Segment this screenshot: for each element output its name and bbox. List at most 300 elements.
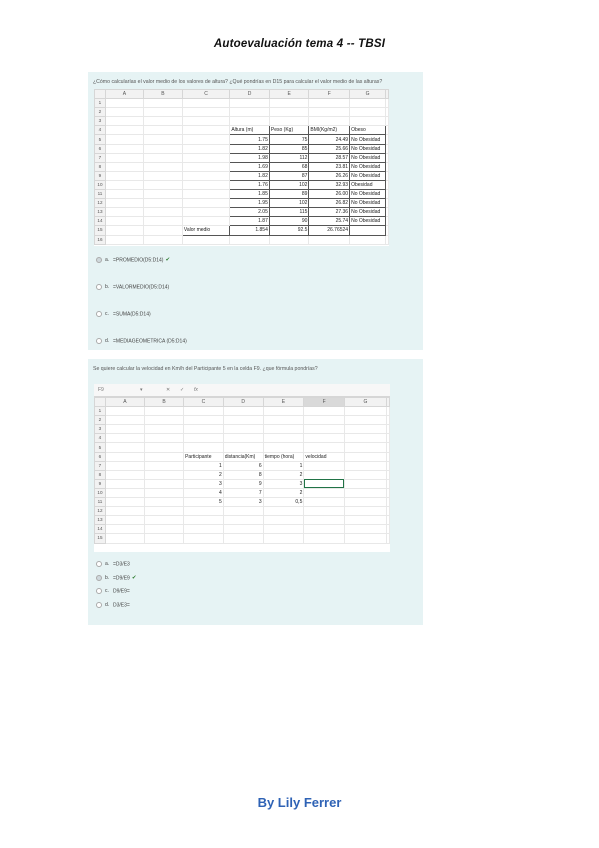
cell[interactable] xyxy=(105,416,144,425)
answer-option[interactable] xyxy=(96,575,136,581)
cell[interactable] xyxy=(105,461,144,470)
cell[interactable]: BMI(Kg/m2) xyxy=(309,126,350,135)
cell[interactable]: 26.82 xyxy=(309,199,350,208)
cell[interactable]: 6 xyxy=(223,461,263,470)
cell[interactable] xyxy=(387,470,390,479)
cell[interactable] xyxy=(304,516,345,525)
column-header[interactable]: E xyxy=(263,398,304,407)
cell[interactable] xyxy=(344,488,386,497)
cell[interactable]: Obeso xyxy=(350,126,386,135)
cell[interactable] xyxy=(223,507,263,516)
cell[interactable] xyxy=(344,516,386,525)
cell[interactable] xyxy=(105,452,144,461)
column-header[interactable]: A xyxy=(105,90,143,99)
cell[interactable]: 1 xyxy=(184,461,224,470)
row-number[interactable]: 3 xyxy=(95,425,106,434)
cell[interactable]: 2.05 xyxy=(230,208,270,217)
select-all-corner[interactable] xyxy=(95,90,106,99)
cell[interactable] xyxy=(105,217,143,226)
cell[interactable] xyxy=(145,525,184,534)
cell[interactable] xyxy=(143,235,182,244)
cell[interactable]: 27.36 xyxy=(309,208,350,217)
cell[interactable] xyxy=(182,162,229,171)
row-number[interactable]: 6 xyxy=(95,144,106,153)
cell[interactable] xyxy=(105,498,144,507)
cell[interactable] xyxy=(350,108,386,117)
answer-option[interactable] xyxy=(96,561,132,567)
cell[interactable] xyxy=(182,144,229,153)
cell[interactable]: 112 xyxy=(269,153,309,162)
cell[interactable] xyxy=(387,479,390,488)
cell[interactable] xyxy=(304,434,345,443)
cell[interactable]: 2 xyxy=(263,470,304,479)
radio-button[interactable] xyxy=(96,338,102,344)
cell[interactable] xyxy=(145,479,184,488)
cell[interactable] xyxy=(105,235,143,244)
cell[interactable] xyxy=(386,235,389,244)
column-header[interactable]: A xyxy=(105,398,144,407)
cell[interactable] xyxy=(387,416,390,425)
cell[interactable] xyxy=(344,498,386,507)
cell[interactable] xyxy=(182,99,229,108)
cell[interactable] xyxy=(223,416,263,425)
cell[interactable] xyxy=(350,117,386,126)
cell[interactable] xyxy=(344,534,386,543)
cell[interactable] xyxy=(344,434,386,443)
cell[interactable]: 2 xyxy=(184,470,224,479)
cell[interactable] xyxy=(304,461,345,470)
cell[interactable] xyxy=(304,407,345,416)
cell[interactable]: 1.82 xyxy=(230,144,270,153)
cell[interactable] xyxy=(105,144,143,153)
cell[interactable]: 3 xyxy=(263,479,304,488)
cell[interactable]: Obesidad xyxy=(350,180,386,189)
cell[interactable] xyxy=(145,452,184,461)
cell[interactable]: 1.95 xyxy=(230,199,270,208)
column-header[interactable]: G xyxy=(344,398,386,407)
cell[interactable] xyxy=(223,516,263,525)
cell[interactable] xyxy=(145,470,184,479)
column-header[interactable]: B xyxy=(145,398,184,407)
cell[interactable]: velocidad xyxy=(304,452,345,461)
cell[interactable] xyxy=(182,153,229,162)
cell[interactable]: Peso (Kg) xyxy=(269,126,309,135)
cell[interactable] xyxy=(143,226,182,235)
cell[interactable] xyxy=(263,516,304,525)
row-number[interactable]: 12 xyxy=(95,507,106,516)
cell[interactable]: 1.82 xyxy=(230,171,270,180)
select-all-corner[interactable] xyxy=(95,398,106,407)
cell[interactable]: 26.76524 xyxy=(309,226,350,235)
cell[interactable] xyxy=(304,470,345,479)
cell[interactable] xyxy=(387,434,390,443)
column-header[interactable]: D xyxy=(223,398,263,407)
row-number[interactable]: 12 xyxy=(95,199,106,208)
cell[interactable]: 87 xyxy=(269,171,309,180)
column-header[interactable]: F xyxy=(309,90,350,99)
cell[interactable] xyxy=(263,416,304,425)
cell[interactable] xyxy=(143,144,182,153)
cell[interactable]: 3 xyxy=(184,479,224,488)
cell[interactable] xyxy=(145,516,184,525)
cell[interactable] xyxy=(309,108,350,117)
cell[interactable] xyxy=(143,117,182,126)
cell[interactable] xyxy=(145,425,184,434)
cell[interactable] xyxy=(145,407,184,416)
cell[interactable] xyxy=(386,199,389,208)
cell[interactable] xyxy=(105,525,144,534)
cell[interactable]: 102 xyxy=(269,199,309,208)
cell[interactable] xyxy=(143,180,182,189)
radio-button[interactable] xyxy=(96,311,102,317)
row-number[interactable]: 2 xyxy=(95,108,106,117)
cell[interactable] xyxy=(350,99,386,108)
cell[interactable] xyxy=(145,488,184,497)
row-number[interactable]: 7 xyxy=(95,153,106,162)
column-header[interactable]: F xyxy=(304,398,345,407)
cell[interactable] xyxy=(386,180,389,189)
cell[interactable] xyxy=(386,117,389,126)
cell[interactable]: 92.5 xyxy=(269,226,309,235)
cell[interactable]: 1.75 xyxy=(230,135,270,144)
cell[interactable]: 32.93 xyxy=(309,180,350,189)
cell[interactable] xyxy=(304,488,345,497)
cell[interactable] xyxy=(387,488,390,497)
cell[interactable] xyxy=(344,479,386,488)
cell[interactable] xyxy=(386,162,389,171)
cell[interactable] xyxy=(105,407,144,416)
row-number[interactable]: 5 xyxy=(95,443,106,452)
cell[interactable] xyxy=(184,443,224,452)
cell[interactable] xyxy=(387,407,390,416)
cell[interactable] xyxy=(145,434,184,443)
row-number[interactable]: 5 xyxy=(95,135,106,144)
column-header[interactable]: C xyxy=(182,90,229,99)
cell[interactable] xyxy=(304,507,345,516)
cell[interactable] xyxy=(344,525,386,534)
cell[interactable] xyxy=(269,235,309,244)
cell[interactable] xyxy=(105,434,144,443)
cell[interactable] xyxy=(143,99,182,108)
cell[interactable] xyxy=(386,171,389,180)
cell[interactable]: 4 xyxy=(184,488,224,497)
cell[interactable]: 24.49 xyxy=(309,135,350,144)
row-number[interactable]: 8 xyxy=(95,470,106,479)
cell[interactable] xyxy=(387,507,390,516)
row-number[interactable]: 2 xyxy=(95,416,106,425)
cell[interactable] xyxy=(304,498,345,507)
cell[interactable] xyxy=(230,108,270,117)
cell[interactable] xyxy=(386,135,389,144)
cell[interactable] xyxy=(184,416,224,425)
cell[interactable]: 25.66 xyxy=(309,144,350,153)
cell[interactable] xyxy=(344,425,386,434)
name-box[interactable]: F9 xyxy=(98,387,104,393)
cell[interactable] xyxy=(263,407,304,416)
cell[interactable] xyxy=(263,534,304,543)
cell[interactable] xyxy=(143,199,182,208)
answer-option[interactable] xyxy=(96,311,153,317)
cell[interactable] xyxy=(182,108,229,117)
cell[interactable] xyxy=(304,425,345,434)
cell[interactable]: Altura (m) xyxy=(230,126,270,135)
cell[interactable] xyxy=(344,407,386,416)
cell[interactable] xyxy=(145,507,184,516)
cell[interactable] xyxy=(182,117,229,126)
cell[interactable] xyxy=(105,208,143,217)
cell[interactable]: 1.85 xyxy=(230,190,270,199)
cell[interactable] xyxy=(182,199,229,208)
cell[interactable]: 8 xyxy=(223,470,263,479)
cell[interactable] xyxy=(105,135,143,144)
cell[interactable] xyxy=(143,126,182,135)
row-number[interactable]: 1 xyxy=(95,99,106,108)
cell[interactable]: 68 xyxy=(269,162,309,171)
cell[interactable] xyxy=(182,190,229,199)
row-number[interactable]: 9 xyxy=(95,171,106,180)
cell[interactable] xyxy=(309,99,350,108)
radio-button[interactable] xyxy=(96,588,102,594)
cell[interactable] xyxy=(386,226,389,235)
column-header[interactable]: E xyxy=(269,90,309,99)
cell[interactable] xyxy=(143,153,182,162)
cell[interactable]: 90 xyxy=(269,217,309,226)
cell[interactable]: 9 xyxy=(223,479,263,488)
cell[interactable] xyxy=(105,108,143,117)
cell[interactable]: No Obesidad xyxy=(350,144,386,153)
row-number[interactable]: 7 xyxy=(95,461,106,470)
cell[interactable]: 75 xyxy=(269,135,309,144)
row-number[interactable]: 14 xyxy=(95,525,106,534)
cell[interactable] xyxy=(263,425,304,434)
row-number[interactable]: 10 xyxy=(95,180,106,189)
row-number[interactable]: 11 xyxy=(95,498,106,507)
cell[interactable] xyxy=(182,208,229,217)
cell[interactable] xyxy=(105,507,144,516)
function-icon[interactable]: fx xyxy=(194,387,198,393)
cell[interactable] xyxy=(304,416,345,425)
cell[interactable] xyxy=(344,461,386,470)
column-header[interactable] xyxy=(387,398,390,407)
cell[interactable] xyxy=(105,117,143,126)
cell[interactable] xyxy=(184,407,224,416)
cell[interactable] xyxy=(105,162,143,171)
cell[interactable] xyxy=(386,217,389,226)
cell[interactable] xyxy=(145,534,184,543)
row-number[interactable]: 15 xyxy=(95,534,106,543)
cell[interactable]: No Obesidad xyxy=(350,135,386,144)
cell[interactable] xyxy=(182,171,229,180)
cell[interactable]: 115 xyxy=(269,208,309,217)
cell[interactable]: Participante xyxy=(184,452,224,461)
cell[interactable] xyxy=(105,226,143,235)
row-number[interactable]: 3 xyxy=(95,117,106,126)
cell[interactable] xyxy=(184,434,224,443)
cell[interactable]: 1.69 xyxy=(230,162,270,171)
cell[interactable]: No Obesidad xyxy=(350,153,386,162)
cell[interactable] xyxy=(309,235,350,244)
row-number[interactable]: 6 xyxy=(95,452,106,461)
cell[interactable] xyxy=(184,507,224,516)
cell[interactable]: 2 xyxy=(263,488,304,497)
row-number[interactable]: 14 xyxy=(95,217,106,226)
cell[interactable]: No Obesidad xyxy=(350,162,386,171)
cell[interactable] xyxy=(386,144,389,153)
cell[interactable] xyxy=(387,534,390,543)
cell[interactable]: 0,5 xyxy=(263,498,304,507)
cell[interactable] xyxy=(344,507,386,516)
cell[interactable] xyxy=(387,498,390,507)
cell[interactable] xyxy=(184,425,224,434)
cell[interactable] xyxy=(309,117,350,126)
cell[interactable]: 89 xyxy=(269,190,309,199)
cell[interactable] xyxy=(344,452,386,461)
cell[interactable] xyxy=(230,235,270,244)
radio-button[interactable] xyxy=(96,575,102,581)
cell[interactable]: 26.00 xyxy=(309,190,350,199)
cell[interactable] xyxy=(182,126,229,135)
cell[interactable] xyxy=(387,425,390,434)
row-number[interactable]: 15 xyxy=(95,226,106,235)
cell[interactable]: 85 xyxy=(269,144,309,153)
cell[interactable] xyxy=(230,99,270,108)
row-number[interactable]: 9 xyxy=(95,479,106,488)
cell[interactable]: 5 xyxy=(184,498,224,507)
answer-option[interactable] xyxy=(96,284,171,290)
cell[interactable] xyxy=(105,443,144,452)
cell[interactable] xyxy=(263,443,304,452)
row-number[interactable]: 1 xyxy=(95,407,106,416)
row-number[interactable]: 8 xyxy=(95,162,106,171)
cell[interactable] xyxy=(143,162,182,171)
cell[interactable]: 1.87 xyxy=(230,217,270,226)
cell[interactable] xyxy=(223,407,263,416)
cell[interactable] xyxy=(304,534,345,543)
cell[interactable] xyxy=(386,108,389,117)
row-number[interactable]: 13 xyxy=(95,516,106,525)
cell[interactable] xyxy=(182,135,229,144)
cell[interactable]: Valor medio xyxy=(182,226,229,235)
cell[interactable] xyxy=(105,470,144,479)
cell[interactable] xyxy=(263,525,304,534)
column-header[interactable]: C xyxy=(184,398,224,407)
cell[interactable] xyxy=(386,126,389,135)
radio-button[interactable] xyxy=(96,284,102,290)
cell[interactable] xyxy=(143,217,182,226)
cell[interactable] xyxy=(143,190,182,199)
radio-button[interactable] xyxy=(96,257,102,263)
row-number[interactable]: 4 xyxy=(95,434,106,443)
cell[interactable] xyxy=(105,153,143,162)
cell[interactable]: No Obesidad xyxy=(350,208,386,217)
cell[interactable] xyxy=(184,516,224,525)
cell[interactable] xyxy=(105,99,143,108)
cell[interactable] xyxy=(344,443,386,452)
cell[interactable]: distancia(Km) xyxy=(223,452,263,461)
cell[interactable] xyxy=(269,108,309,117)
cell[interactable]: No Obesidad xyxy=(350,190,386,199)
cell[interactable] xyxy=(223,525,263,534)
cell[interactable] xyxy=(263,507,304,516)
row-number[interactable]: 10 xyxy=(95,488,106,497)
cell[interactable] xyxy=(344,416,386,425)
cell[interactable]: 1 xyxy=(263,461,304,470)
cell[interactable]: 23.81 xyxy=(309,162,350,171)
cell[interactable] xyxy=(105,180,143,189)
cell[interactable] xyxy=(145,498,184,507)
cell[interactable] xyxy=(143,171,182,180)
column-header[interactable]: B xyxy=(143,90,182,99)
cell[interactable] xyxy=(263,434,304,443)
row-number[interactable]: 16 xyxy=(95,235,106,244)
cell[interactable] xyxy=(143,208,182,217)
cell[interactable] xyxy=(105,199,143,208)
cell[interactable] xyxy=(145,443,184,452)
cell[interactable] xyxy=(105,171,143,180)
enter-icon[interactable]: ✓ xyxy=(180,387,185,393)
cell[interactable] xyxy=(145,416,184,425)
cell[interactable]: 28.57 xyxy=(309,153,350,162)
column-header[interactable]: G xyxy=(350,90,386,99)
cell[interactable]: 7 xyxy=(223,488,263,497)
cell[interactable]: No Obesidad xyxy=(350,171,386,180)
cell[interactable]: tiempo (hora) xyxy=(263,452,304,461)
cell[interactable] xyxy=(269,99,309,108)
selected-cell[interactable] xyxy=(304,479,345,488)
cell[interactable] xyxy=(223,534,263,543)
cell[interactable] xyxy=(105,126,143,135)
cell[interactable] xyxy=(105,190,143,199)
cell[interactable] xyxy=(184,525,224,534)
cell[interactable] xyxy=(184,534,224,543)
cell[interactable] xyxy=(182,235,229,244)
cell[interactable] xyxy=(387,452,390,461)
cell[interactable] xyxy=(145,461,184,470)
row-number[interactable]: 4 xyxy=(95,126,106,135)
answer-option[interactable] xyxy=(96,588,132,594)
cell[interactable] xyxy=(105,534,144,543)
cell[interactable]: 1.98 xyxy=(230,153,270,162)
cell[interactable] xyxy=(182,217,229,226)
cell[interactable]: 1.854 xyxy=(230,226,270,235)
cell[interactable]: 1.76 xyxy=(230,180,270,189)
cell[interactable] xyxy=(269,117,309,126)
cell[interactable] xyxy=(387,516,390,525)
cell[interactable]: No Obesidad xyxy=(350,217,386,226)
row-number[interactable]: 13 xyxy=(95,208,106,217)
cell[interactable] xyxy=(223,425,263,434)
cell[interactable] xyxy=(344,470,386,479)
answer-option[interactable] xyxy=(96,257,170,263)
radio-button[interactable] xyxy=(96,561,102,567)
cell[interactable] xyxy=(143,135,182,144)
cell[interactable] xyxy=(304,443,345,452)
radio-button[interactable] xyxy=(96,602,102,608)
cell[interactable] xyxy=(182,180,229,189)
cell[interactable] xyxy=(387,461,390,470)
cancel-icon[interactable]: ✕ xyxy=(166,387,171,393)
column-header[interactable] xyxy=(386,90,389,99)
cell[interactable] xyxy=(386,190,389,199)
cell[interactable] xyxy=(386,99,389,108)
cell[interactable] xyxy=(350,226,386,235)
cell[interactable] xyxy=(143,108,182,117)
answer-option[interactable] xyxy=(96,338,189,344)
cell[interactable] xyxy=(387,443,390,452)
column-header[interactable]: D xyxy=(230,90,270,99)
cell[interactable] xyxy=(105,425,144,434)
cell[interactable] xyxy=(105,479,144,488)
